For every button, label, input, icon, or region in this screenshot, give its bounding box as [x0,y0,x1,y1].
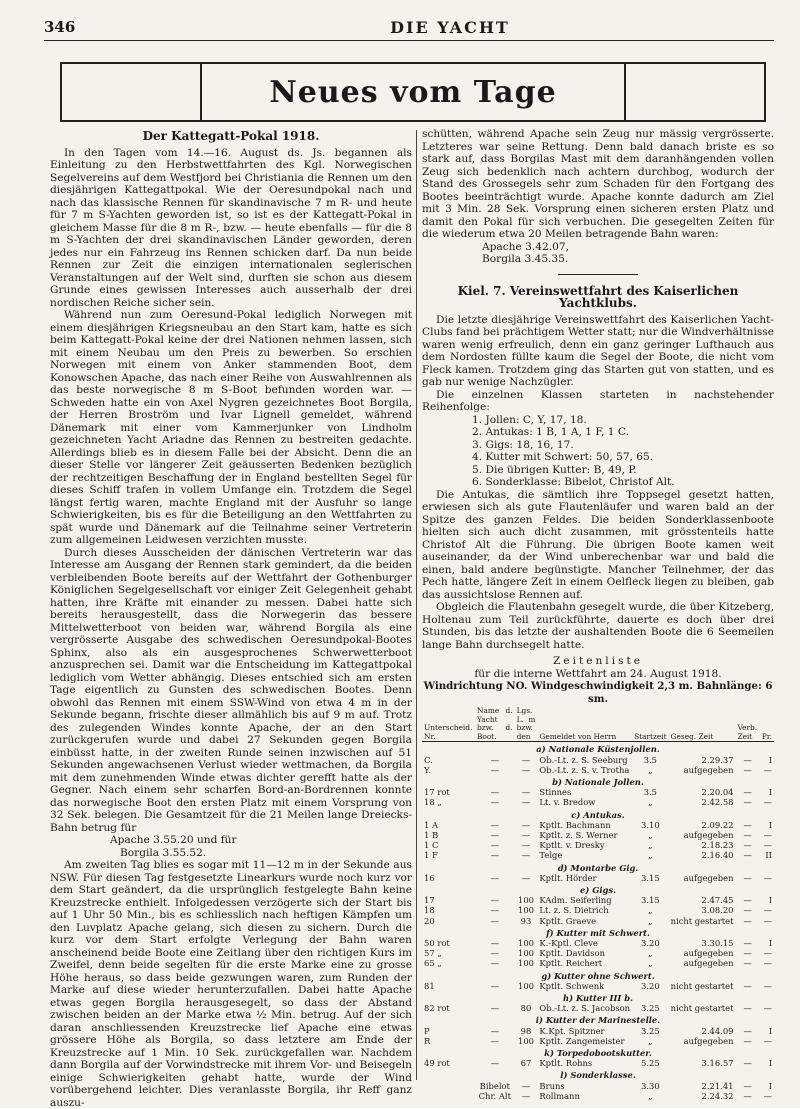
table-cell: 100 [518,1035,534,1046]
table-cell: — [763,872,772,883]
table-cell [422,1091,475,1101]
table-cell: R [424,1035,431,1046]
table-cell: — [743,938,752,949]
table-cell: — [763,905,772,916]
paragraph: Obgleich die Flautenbahn gesegelt wurde, die über Kitzeberg, Holtenau zum Teil zurückführte, dauerte es doch über drei Stunden, bis das letzte der aushaltenden Boote die 6 Seemeilen lange Bahn durchsegelt hatte. [422,601,774,651]
table-cell: „ [648,764,653,775]
table-cell: — [743,840,752,851]
table-cell: „ [648,1090,653,1101]
table-cell: 3.15 [641,872,660,883]
table-cell: I [768,819,772,830]
table-cell: — [490,1035,499,1046]
table-cell: — [521,797,531,808]
table-cell: I [768,1058,772,1069]
table-cell: — [743,830,752,840]
table-cell: „ [648,850,653,861]
table-cell: — [490,905,499,916]
table-cell: 17 rot [424,787,450,798]
table-cell: aufgegeben [683,1035,734,1046]
table-cell: — [743,1025,752,1036]
table-cell: — [521,840,531,851]
paragraph: Durch dieses Ausscheiden der dänischen Vertreterin war das Interesse am Ausgang der Rennen stark gemindert, da die beiden verbleibenden Boote bereits auf der Wettfahrt der Gothenburger Königlichen Segelgesellschaft vor einiger Zeit Gelegenheit gehabt hatten, ihre Kräfte mit einander zu messen. Dabei hatte sich bereits herausgestellt, dass die Norwegerin das bessere Mittelwetterboot von beiden war, während Borgila als eine vergrösserte Ausgabe des schwedischen Oeresundpokal-Bootes Sphinx, also als ein ausgesprochenes Schwerwetterboot anzusprechen sei. Damit war die Entscheidung im Kattegattpokal lediglich vom Wetter abhängig. Dieses entschied sich am ersten Tage eigentlich zu Gunsten des schwedischen Bootes. Denn obwohl das Rennen mit einem SSW-Wind von etwa 4 m in der Sekunde begann, frischte dieser allmählich bis auf 9 m auf. Trotz des zulegenden Windes konnte Apache, der an den Start zurückgerufen wurde und dabei 27 Sekunden gegen Borgila einbüsst hatte, in der zweiten Runde seinen inzwischen auf 51 Sekunden angewachsenen Verlust wieder wettmachen, da Borgila mit dem zunehmenden Winde etwas dichter gerefft hatte als der Gegner. Nach einem sehr scharfen Bord-an-Bordrennen konnte das norwegische Boot den ersten Platz mit einem Vorsprung von 32 Sek. belegen. Die Gesamtzeit für die 21 Meilen lange Dreiecks-Bahn betrug für [50,546,412,834]
table-cell: „ [648,840,653,851]
table-cell: Kptlt. Rohns [539,1058,593,1069]
table-cell: — [743,905,752,916]
class-section-title: b) Nationale Jollen. [552,776,644,787]
column-divider [416,130,417,1080]
section-banner [60,62,766,122]
paragraph: schütten, während Apache sein Zeug nur mässig vergrösserte. Letzteres war seine Rettung. Denn bald danach briste es so stark auf, dass Borgilas Mast mit dem daranhängenden vollen Zeug sich bedenklich nach achtern durchbog, wodurch der Stand des Grossegels sehr zum Schaden für den Fortgang des Bootes beeinträchtigt wurde. Apache konnte dadurch am Ziel mit 3 Min. 28 Sek. Vorsprung einen sicheren ersten Platz und damit den Pokal für sich verbuchen. Die gesegelten Zeiten für die wiederum etwa 20 Meilen betragende Bahn waren: [422,128,774,240]
table-cell: „ [648,830,653,840]
list-item: 5. Die übrigen Kutter: B, 49, P. [472,463,637,476]
table-cell: — [490,850,499,861]
left-column [50,130,412,1109]
table-cell: 2.18.23 [701,840,734,851]
banner-title: Neues vom Tage [269,74,557,110]
table-cell: — [743,958,752,969]
table-row [422,820,774,830]
table-cell: „ [648,905,653,916]
table-cell: 100 [518,895,534,906]
table-cell: aufgegeben [683,948,734,959]
class-section-title: f) Kutter mit Schwert. [546,927,650,938]
table-cell: — [490,895,499,906]
table-cell: Ob.-Lt. z. S. Jacobson [539,1003,631,1014]
class-section-row [422,926,774,938]
table-cell: „ [648,915,653,926]
table-cell: — [490,819,499,830]
section-separator [558,274,638,275]
results-body [422,742,774,1101]
table-cell: — [763,948,772,959]
table-row [422,830,774,840]
class-section-row [422,969,774,981]
column-header: Lgs. L. m bzw. den [516,706,536,741]
table-cell: Bruns [539,1080,565,1091]
table-cell: 100 [518,980,534,991]
table-cell: K.-Kptl. Cleve [539,938,598,949]
table-cell: — [490,764,499,775]
table-row [422,1036,774,1046]
table-cell: — [490,787,499,798]
result-line: Apache 3.55.20 und für [110,834,237,846]
column-header: Geseg. Zeit [670,731,714,741]
table-cell: 57 „ [424,948,442,959]
table-cell: Kptlt. Graeve [539,915,597,926]
table-cell: 82 rot [424,1003,450,1014]
table-cell: — [521,819,531,830]
table-cell: Kptlt. z. S. Werner [539,830,618,840]
class-section-row [422,991,774,1003]
table-cell: — [743,895,752,906]
table-cell: — [763,958,772,969]
table-cell: 98 [520,1025,532,1036]
table-row [422,787,774,797]
table-cell: Bibelot [479,1080,510,1091]
table-cell: 93 [520,915,532,926]
table-cell: — [743,764,752,775]
table-cell: 3.30.15 [701,938,734,949]
table-cell: — [490,1025,499,1036]
table-row [422,916,774,926]
table-cell: 3.25 [641,1025,660,1036]
table-cell: KAdm. Seiferling [539,895,612,906]
table-cell: 80 [520,1003,532,1014]
table-cell: K.Kpt. Spitzner [539,1025,605,1036]
table-cell: 3.20 [641,938,660,949]
table-cell: 3.08.20 [701,905,734,916]
table-cell: — [521,872,531,883]
table-cell: — [743,754,752,765]
table-cell: 2.29.37 [701,754,734,765]
table-row [422,873,774,883]
class-section-row [422,775,774,787]
table-cell: — [490,872,499,883]
list-item: 6. Sonderklasse: Bibelot, Christof Alt. [472,476,675,488]
table-cell: aufgegeben [683,830,734,840]
table-cell: — [743,1090,752,1101]
table-cell: — [490,797,499,808]
class-section-title: k) Torpedobootskutter. [544,1048,652,1059]
table-cell: 18 [424,905,435,916]
table-cell: aufgegeben [683,958,734,969]
table-cell: 16 [424,872,435,883]
table-row [422,1058,774,1068]
table-cell: C. [424,754,433,765]
table-cell: 49 rot [424,1058,450,1069]
table-cell: — [743,1080,752,1091]
table-row [422,850,774,860]
paragraph: Die Antukas, die sämtlich ihre Toppsegel gesetzt hatten, erwiesen sich als gute Flautenläufer und waren bald an der Spitze des ganzen Feldes. Die beiden Sonderklassenboote hielten sich auch dicht zusammen, mit grösstenteils hatte Christof Alt die Führung. Die übrigen Boote kamen weit auseinander, da der Wind unberechenbar war und bald die einen, bald andere begünstigte. Mancher Teilnehmer, der das Pech hatte, längere Zeit in einem Oelfleck liegen zu bleiben, gab das aussichtslose Rennen auf. [422,488,774,601]
table-cell: Lt. z. S. Dietrich [539,905,609,916]
table-cell: I [768,1080,772,1091]
table-cell: I [768,754,772,765]
table-cell: „ [648,797,653,808]
table-cell: Kptlt. Zangemeister [539,1035,625,1046]
table-cell: — [743,819,752,830]
table-cell: Ob.-Lt. z. S. v. Trotha [539,764,630,775]
table-row [422,1003,774,1013]
column-header: Name d. Yacht bzw. d. Boot. [477,706,513,741]
table-cell: Stinnes [539,787,572,798]
table-cell: I [768,1025,772,1036]
class-section-title: g) Kutter ohne Schwert. [541,970,655,981]
table-cell: 1 F [424,850,438,861]
table-cell: 3.16.57 [701,1058,734,1069]
table-cell: 2.16.40 [701,850,734,861]
table-cell: 2.44.09 [701,1025,734,1036]
table-cell: 65 „ [424,958,442,969]
table-cell: — [763,830,772,840]
table-cell: I [768,895,772,906]
table-cell: 3.5 [643,754,658,765]
table-cell: — [743,850,752,861]
table-cell: — [743,1058,752,1069]
table-row [422,1081,774,1091]
table-cell: 2.42.58 [701,797,734,808]
table-cell: — [521,787,531,798]
table-cell: Rollmann [539,1090,580,1101]
table-cell: aufgegeben [683,872,734,883]
table-cell: 67 [520,1058,532,1069]
table-cell: — [743,948,752,959]
class-section-title: h) Kutter III b. [563,993,633,1004]
table-cell: — [763,1035,772,1046]
table-cell: Chr. Alt [478,1090,511,1101]
table-cell: „ [648,1035,653,1046]
table-cell: — [763,840,772,851]
list-item: 1. Jollen: C, Y, 17, 18. [472,413,587,426]
table-cell: nicht gestartet [670,1003,734,1014]
table-cell: — [743,1003,752,1014]
table-cell: Ob.-Lt. z. S. Seeburg [539,754,628,765]
table-cell: nicht gestartet [670,915,734,926]
class-list [422,414,774,489]
class-section-row [422,861,774,873]
table-cell: 100 [518,948,534,959]
class-section-row [422,1046,774,1058]
table-cell: 3.20 [641,980,660,991]
class-section-row [422,1068,774,1080]
table-cell: 3.30 [641,1080,660,1091]
table-cell: P [424,1025,430,1036]
table-cell: „ [648,948,653,959]
paragraph: Die einzelnen Klassen starteten in nachstehender Reihenfolge: [422,388,774,413]
table-cell: — [490,1003,499,1014]
table-cell: — [490,980,499,991]
table-cell: — [490,830,499,840]
table-cell: 1 C [424,840,439,851]
table-cell: aufgegeben [683,764,734,775]
table-cell: — [763,980,772,991]
table-cell: — [490,958,499,969]
class-section-title: e) Gigs. [579,885,617,896]
class-section-row [422,742,774,755]
table-cell: 2.24.32 [701,1090,734,1101]
table-row [422,755,774,765]
table-cell: — [743,915,752,926]
table-cell: 20 [424,915,435,926]
table-cell: 50 rot [424,938,450,949]
table-cell: „ [648,958,653,969]
table-cell: — [490,754,499,765]
table-cell: 81 [424,980,435,991]
table-cell: Kptlt. Reichert [539,958,603,969]
table-cell: 1 B [424,830,439,840]
list-item: 3. Gigs: 18, 16, 17. [472,438,574,451]
table-cell: 2.09.22 [701,819,734,830]
article-heading-kattegatt: Der Kattegatt-Pokal 1918. [142,129,320,143]
table-cell: 3.10 [641,819,660,830]
class-section-row [422,1013,774,1025]
table-cell: — [521,754,531,765]
table-row [422,1026,774,1036]
table-cell: Kptlt. v. Dresky [539,840,605,851]
table-cell: — [521,1080,531,1091]
table-cell: 2.21.41 [701,1080,734,1091]
column-header: Unterscheid. Nr. [424,723,473,741]
results-title: Zeitenliste [552,655,644,667]
table-cell: — [490,1058,499,1069]
table-cell: — [743,787,752,798]
table-cell: 1 A [424,819,439,830]
table-cell: — [743,872,752,883]
table-cell: Lt. v. Bredow [539,797,596,808]
table-cell: — [521,764,531,775]
results-table [422,707,774,1101]
table-cell: — [490,915,499,926]
class-section-title: a) Nationale Küstenjollen. [536,744,660,755]
table-row [422,948,774,958]
class-section-title: l) Sonderklasse. [560,1070,636,1081]
class-section-title: c) Antukas. [571,809,625,820]
table-cell: Kptlt. Hörder [539,872,597,883]
table-cell: Telge [539,850,563,861]
table-cell: — [763,915,772,926]
table-cell: 5.25 [641,1058,660,1069]
table-cell: — [763,1090,772,1101]
table-cell: 100 [518,958,534,969]
table-cell: — [490,840,499,851]
table-cell: — [521,850,531,861]
masthead: DIE YACHT [390,18,510,37]
class-section-row [422,808,774,820]
table-cell: Y. [424,764,432,775]
table-row [422,981,774,991]
table-cell: I [768,938,772,949]
column-header: Gemeldet von Herrn [539,731,617,741]
table-cell: 2.20.04 [701,787,734,798]
class-section-row [422,883,774,895]
table-row [422,905,774,915]
table-cell: — [521,1090,531,1101]
result-line: Borgila 3.55.52. [120,846,207,859]
table-cell: 3.5 [643,787,658,798]
column-header: Pr. [761,731,772,741]
table-cell: 2.47.45 [701,895,734,906]
table-cell: — [743,797,752,808]
table-cell: nicht gestartet [670,980,734,991]
table-row [422,1091,774,1101]
table-cell: Kptlt. Schwenk [539,980,605,991]
result-line: Apache 3.42.07, [482,240,569,253]
table-cell: Kptlt. Davidson [539,948,605,959]
table-row [422,958,774,968]
table-cell: — [490,948,499,959]
table-cell: 17 [424,895,435,906]
right-column [422,128,774,1101]
table-cell [422,1081,475,1091]
table-row [422,840,774,850]
table-cell: 3.15 [641,895,660,906]
header-rule [44,40,774,41]
paragraph: Am zweiten Tag blies es sogar mit 11—12 m in der Sekunde aus NSW. Für diesen Tag festgesetzte Linearkurs wurde noch kurz vor dem Start geändert, da die ursprünglich festgelegte Bahn keine Kreuzstrecke enthielt. Infolgedessen verzögerte sich der Start bis auf 1 Uhr 50 Min., bis es schliesslich nach heftigen Kämpfen um den Luvplatz Apache gelang, sich diesen zu sichern. Durch die kurz vor dem Start erfolgte Verlegung der Bahn waren anscheinend beide Boote eine Zeitlang über den richtigen Kurs im Zweifel, denn beide segelten für die erste Marke eine zu grosse Höhe heraus, so dass beide gezwungen waren, zum Runden der Marke auf diese wieder herunterzufallen. Dabei hatte Apache etwas gegen Borgila herausgesegelt, so dass der Abstand zwischen beiden an der Marke etwa ½ Min. betrug. Auf der sich daran anschliessenden Kreuzstrecke lief Apache eine etwas grössere Höhe als Borgila, so dass letztere am Ende der Kreuzstrecke auf 1 Min. 10 Sek. zurückgefallen war. Nachdem dann Borgila auf der Vorwindstrecke mit ihrem Vor- und Beisegeln einige Schwierigkeiten gehabt hatte, wurde der Wind vorübergehend leichter. Dies veranlasste Borgila, ihr Reff ganz auszu- [50,859,412,1109]
table-cell: — [490,938,499,949]
table-cell: — [743,980,752,991]
result-line: Borgila 3.45.35. [482,253,569,265]
results-conditions: Windrichtung NO. Windgeschwindigkeit 2,3 m. Bahnlänge: 6 sm. [423,680,773,705]
table-row [422,797,774,807]
article-heading-kiel: Kiel. 7. Vereinswettfahrt des Kaiserlichen Yachtklubs. [457,283,739,310]
table-row [422,765,774,775]
table-row [422,895,774,905]
table-cell: 3.25 [641,1003,660,1014]
class-section-title: d) Montarbe Gig. [557,862,639,873]
table-cell: 100 [518,938,534,949]
table-cell: Kptlt. Bachmann [539,819,611,830]
column-header: Verb. Zeit [737,723,758,741]
table-cell: II [765,850,772,861]
results-subtitle: für die interne Wettfahrt am 24. August 1918. [474,667,722,680]
results-header-row [422,707,774,742]
table-cell: 100 [518,905,534,916]
table-cell: — [763,764,772,775]
table-cell: — [763,797,772,808]
list-item: 4. Kutter mit Schwert: 50, 57, 65. [472,451,654,463]
paragraph: In den Tagen vom 14.—16. August ds. Js. begannen als Einleitung zu den Herbstwettfahrten des Kgl. Norwegischen Segelvereins auf dem Westfjord bei Christiania die Rennen um den diesjährigen Kattegattpokal. Wie der Oeresundpokal nach und nach das klassische Rennen für skandinavische 7 m R- und heute für 7 m S-Yachten geworden ist, so ist es der Kattegatt-Pokal in gleichem Masse für die 8 m R-, bzw. — heute ebenfalls — für die 8 m S-Yachten der drei skandinavischen Länder geworden, deren jedes nur ein Fahrzeug ins Rennen schicken darf. Da nun beide Rennen zur Zeit die einzigen internationalen seglerischen Veranstaltungen auf der Welt sind, durften sie schon aus diesem Grunde eines gewissen Interesses auch ausserhalb der drei nordischen Reiche sicher sein. [50,146,412,309]
page-number: 346 [44,18,76,36]
table-cell: — [743,1035,752,1046]
table-cell: 18 „ [424,797,442,808]
paragraph: Die letzte diesjährige Vereinswettfahrt des Kaiserlichen Yacht-Clubs fand bei prächtigem Wetter statt; nur die Windverhältnisse waren wenig erfreulich, denn ein ganz geringer Lufthauch aus dem Nordosten füllte kaum die Segel der Boote, die nicht vom Fleck kamen. Trotzdem ging das Starten gut von statten, und es gab nur wenige Nachzügler. [422,313,774,388]
column-header: Startzeit [634,731,667,741]
table-cell: I [768,787,772,798]
table-cell: — [763,1003,772,1014]
paragraph: Während nun zum Oeresund-Pokal lediglich Norwegen mit einem diesjährigen Kriegsneubau an den Start kam, hatte es sich beim Kattegatt-Pokal keine der drei Nationen nehmen lassen, sich mit einem Neubau um den Preis zu bewerben. So erschien Norwegen mit einem von Anker stammenden Boot, dem Konowschen Apache, das nach einer Reihe von Auswahlrennen als das beste norwegische 8 m S-Boot befunden worden war. — Schweden hatte ein von Axel Nygren gezeichnetes Boot Borgila, der Herren Broström und Ivar Lignell gemeldet, während Dänemark mit einer vom Kammerjunker von Lindholm gezeichneten Yacht Ariadne das Rennen zu bestreiten gedachte. Allerdings blieb es in diesem Falle bei der Absicht. Denn die an dieser Stelle vor längerer Zeit geäusserten Bedenken bezüglich der rechtzeitigen Beschaffung der in England bestellten Segel für dieses Schiff trafen in vollem Umfange ein. Trotzdem die Segel längst fertig waren, machte England mit der Ausfuhr so lange Schwierigkeiten, bis es für die Beteiligung an den Wettfahrten zu spät wurde und Dänemark auf die Teilnahme seiner Vertreterin zum allgemeinen Leidwesen verzichten musste. [50,309,412,546]
table-row [422,938,774,948]
class-section-title: i) Kutter der Marinestelle. [535,1015,661,1026]
table-cell: — [521,830,531,840]
list-item: 2. Antukas: 1 B, 1 A, 1 F, 1 C. [472,426,630,438]
